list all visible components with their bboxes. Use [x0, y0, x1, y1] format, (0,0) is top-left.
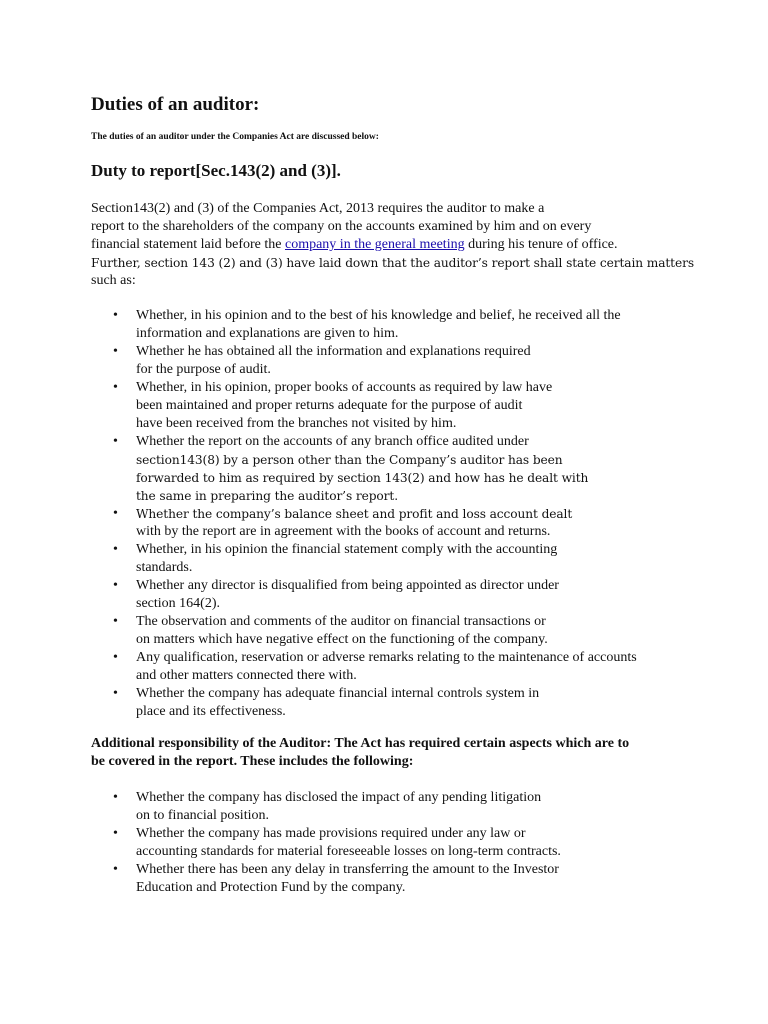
- bullet-icon: •: [113, 826, 118, 841]
- bullet-icon: •: [113, 650, 118, 665]
- bullet-icon: •: [113, 790, 118, 805]
- list-item-line: Whether there has been any delay in transferring the amount to the Investor: [136, 862, 559, 877]
- general-meeting-link[interactable]: company in the general meeting: [284, 237, 465, 252]
- additional-responsibility-heading: [91, 735, 629, 771]
- paragraph-line: such as:: [91, 273, 136, 288]
- bullet-icon: •: [113, 614, 118, 629]
- list-item-line: the same in preparing the auditor’s report.: [136, 489, 398, 503]
- paragraph-text: during his tenure of office.: [464, 237, 618, 252]
- page-title: Duties of an auditor:: [91, 94, 260, 115]
- list-item: [91, 307, 637, 343]
- list-item-line: have been received from the branches not visited by him.: [136, 416, 457, 431]
- list-item-line: for the purpose of audit.: [136, 362, 271, 377]
- list-item-line: Any qualification, reservation or adverse remarks relating to the maintenance of accounts: [136, 650, 637, 665]
- list-item-line: on to financial position.: [136, 808, 269, 823]
- list-item: [91, 789, 561, 825]
- list-item-line: The observation and comments of the auditor on financial transactions or: [136, 614, 546, 629]
- bullet-icon: •: [113, 308, 118, 323]
- bullet-icon: •: [113, 862, 118, 877]
- heading-line: be covered in the report. These includes the following:: [91, 754, 414, 769]
- additional-aspects-list: [91, 789, 561, 897]
- list-item-line: Whether the company has disclosed the impact of any pending litigation: [136, 790, 542, 805]
- list-item-line: Whether he has obtained all the information and explanations required: [136, 344, 531, 359]
- list-item: [91, 505, 637, 541]
- list-item: [91, 541, 637, 577]
- paragraph-line-with-link: [91, 236, 694, 254]
- list-item-line: Whether, in his opinion, proper books of accounts as required by law have: [136, 380, 553, 395]
- list-item-line: place and its effectiveness.: [136, 704, 286, 719]
- list-item-line: Whether the report on the accounts of any branch office audited under: [136, 434, 529, 449]
- list-item-line: and other matters connected there with.: [136, 668, 357, 683]
- list-item: [91, 825, 561, 861]
- bullet-icon: •: [113, 380, 118, 395]
- paragraph-line: report to the shareholders of the company on the accounts examined by him and on every: [91, 219, 592, 234]
- bullet-icon: •: [113, 578, 118, 593]
- list-item-line: Education and Protection Fund by the company.: [136, 880, 406, 895]
- list-item-line: Whether the company has made provisions required under any law or: [136, 826, 526, 841]
- list-item: [91, 649, 637, 685]
- list-item-line: Whether, in his opinion the financial statement comply with the accounting: [136, 542, 558, 557]
- heading-line: Additional responsibility of the Auditor: The Act has required certain aspects which are to: [91, 736, 630, 751]
- list-item-line: accounting standards for material foreseeable losses on long-term contracts.: [136, 844, 561, 859]
- paragraph-line: Section143(2) and (3) of the Companies Act, 2013 requires the auditor to make a: [91, 201, 545, 216]
- bullet-icon: •: [113, 344, 118, 359]
- list-item-line: Whether any director is disqualified from being appointed as director under: [136, 578, 559, 593]
- bullet-icon: •: [113, 686, 118, 701]
- list-item-line: Whether the company has adequate financial internal controls system in: [136, 686, 540, 701]
- list-item-line: Whether, in his opinion and to the best of his knowledge and belief, he received all the: [136, 308, 621, 323]
- list-item-line: section143(8) by a person other than the Company’s auditor has been: [136, 453, 563, 467]
- intro-paragraph: [91, 200, 694, 290]
- section-heading: Duty to report[Sec.143(2) and (3)].: [91, 161, 341, 180]
- list-item-line: information and explanations are given to him.: [136, 326, 399, 341]
- list-item: [91, 379, 637, 433]
- list-item: [91, 861, 561, 897]
- list-item-line: on matters which have negative effect on the functioning of the company.: [136, 632, 548, 647]
- list-item-line: section 164(2).: [136, 596, 220, 611]
- bullet-icon: •: [113, 506, 118, 521]
- report-duties-list: [91, 307, 637, 721]
- list-item-line: Whether the company’s balance sheet and profit and loss account dealt: [136, 507, 573, 521]
- bullet-icon: •: [113, 434, 118, 449]
- list-item: [91, 343, 637, 379]
- list-item-line: been maintained and proper returns adequate for the purpose of audit: [136, 398, 523, 413]
- list-item: [91, 433, 637, 505]
- list-item-line: standards.: [136, 560, 193, 575]
- list-item: [91, 577, 637, 613]
- intro-note: The duties of an auditor under the Companies Act are discussed below:: [91, 132, 379, 142]
- paragraph-text: financial statement laid before the: [91, 237, 285, 252]
- list-item-line: forwarded to him as required by section 143(2) and how has he dealt with: [136, 471, 589, 485]
- list-item-line: with by the report are in agreement with the books of account and returns.: [136, 524, 551, 539]
- list-item: [91, 685, 637, 721]
- paragraph-line: Further, section 143 (2) and (3) have laid down that the auditor’s report shall state certain matters: [91, 256, 694, 270]
- bullet-icon: •: [113, 542, 118, 557]
- list-item: [91, 613, 637, 649]
